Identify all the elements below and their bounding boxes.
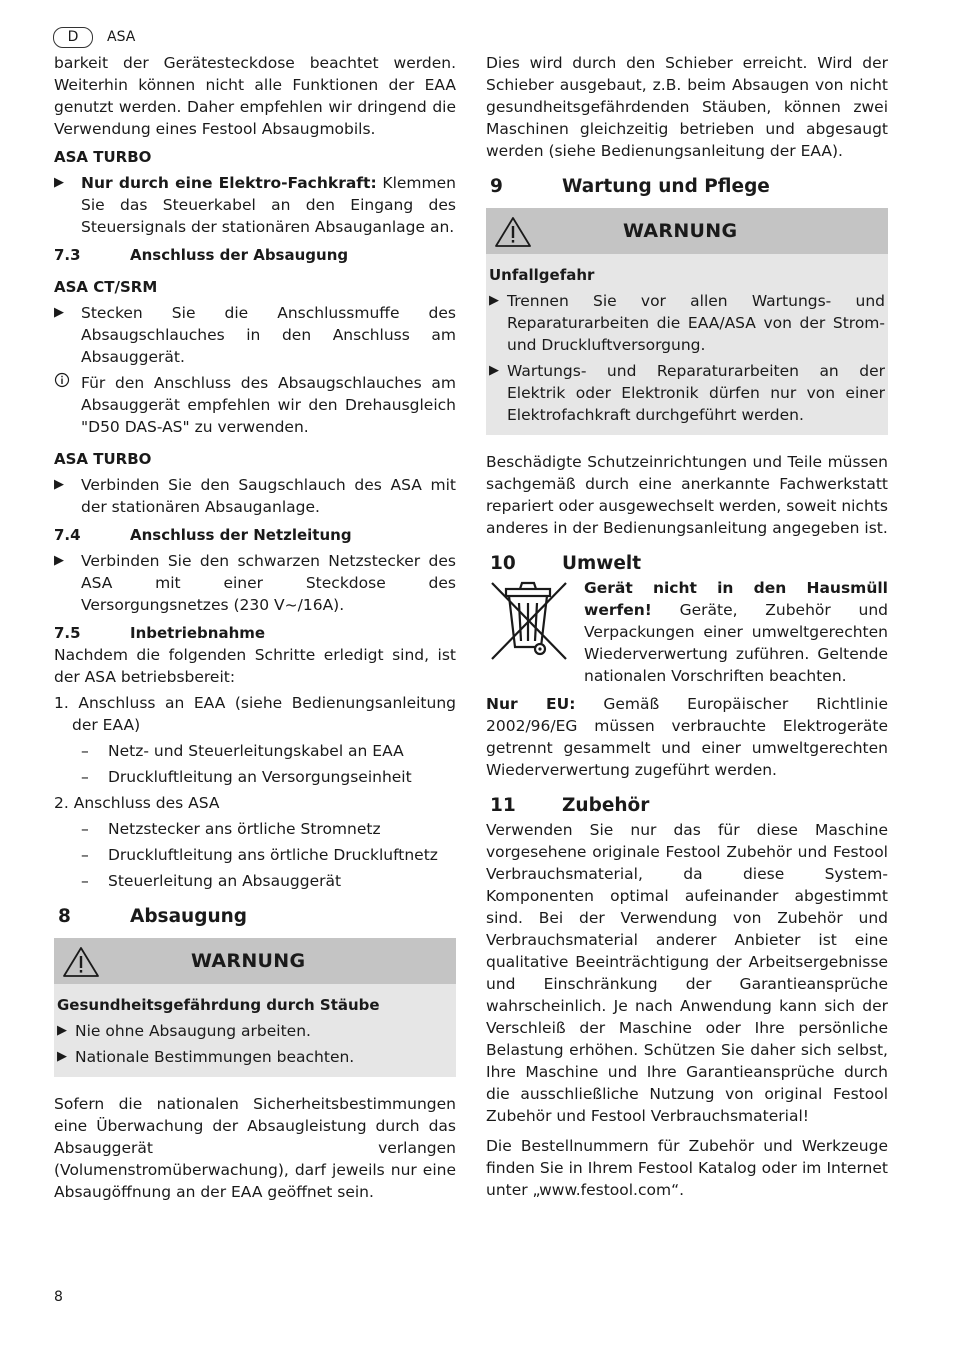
section-number: 10 [490, 553, 516, 574]
section-title: Anschluss der Absaugung [130, 246, 349, 264]
warning-box [54, 938, 456, 1077]
right-column [486, 52, 888, 1201]
warning-header [54, 938, 456, 984]
item-text: Trennen Sie vor allen Wartungs- und Reparaturarbeiten die EAA/ASA von der Strom- und Druckluftversorgung. [507, 292, 885, 354]
triangle-right-icon: ▶ [57, 1023, 67, 1038]
emphasis: Gerät nicht in den Hausmüll werfen! [584, 579, 888, 619]
section-heading [486, 553, 888, 575]
item-text: Steuerleitung an Absauggerät [108, 872, 342, 890]
warning-label: WARNUNG [623, 220, 738, 242]
info-note [54, 372, 456, 438]
item-text: Nie ohne Absaugung arbeiten. [75, 1022, 311, 1040]
paragraph: Die Bestellnummern für Zubehör und Werkzeuge finden Sie in Ihrem Festool Katalog oder im Internet unter „www.festool.com“. [486, 1137, 888, 1199]
section-number: 11 [490, 795, 516, 816]
info-icon [54, 372, 81, 438]
dash-item: – Druckluftleitung an Versorgungseinheit [54, 766, 456, 788]
item-text: Druckluftleitung ans örtliche Druckluftnetz [108, 846, 438, 864]
dash-item: – Netz- und Steuerleitungskabel an EAA [54, 740, 456, 762]
list-item [54, 474, 456, 518]
dash-item: – Steuerleitung an Absauggerät [54, 870, 456, 892]
section-number: 9 [490, 176, 503, 197]
section-heading [486, 795, 888, 817]
eu-text: Gemäß Europäischer Richtlinie 2002/96/EG müssen verbrauchte Elektrogeräte getrennt gesammelt und einer umweltgerechten Wiederverwertung zugeführt werden. [486, 695, 888, 779]
emphasis: Nur durch eine Elektro-Fachkraft: [81, 174, 377, 192]
section-heading [54, 906, 456, 928]
triangle-right-icon: ▶ [54, 477, 64, 492]
triangle-right-icon: ▶ [489, 293, 499, 308]
warning-box [486, 208, 888, 435]
paragraph: Beschädigte Schutzeinrichtungen und Teile müssen sachgemäß durch eine anerkannte Fachwerkstatt repariert oder ausgewechselt werden, soweit nichts anderes in der Bedienungsanleitung angegeben ist. [486, 453, 888, 537]
warning-label: WARNUNG [191, 950, 306, 972]
section-heading [54, 524, 456, 546]
triangle-right-icon: ▶ [54, 553, 64, 568]
section-title: Wartung und Pflege [562, 176, 770, 197]
ordered-item [54, 692, 456, 736]
section-heading [54, 244, 456, 266]
subheading: ASA TURBO [54, 148, 152, 166]
section-title: Anschluss der Netzleitung [130, 526, 352, 544]
paragraph: Sofern die nationalen Sicherheitsbestimmungen eine Überwachung der Absaugleistung durch das Absauggerät verlangen (Volumenstromüberwachung), darf jeweils nur eine Absaugöffnung an der EAA geöffnet sein. [54, 1095, 456, 1201]
left-column [54, 52, 456, 1203]
section-number: 8 [58, 906, 71, 927]
warning-title: Gesundheitsgefährdung durch Stäube [57, 996, 380, 1014]
paragraph: Dies wird durch den Schieber erreicht. Wird der Schieber ausgebaut, z.B. beim Absaugen von nicht gesundheitsgefährdenden Stäuben, können zwei Maschinen gleichzeitig betrieben und abgesaugt werden (siehe Bedienungsanleitung der EAA). [486, 54, 888, 160]
dash-item: – Druckluftleitung ans örtliche Druckluftnetz [54, 844, 456, 866]
ordered-item [54, 792, 456, 814]
paragraph: Verwenden Sie nur das für diese Maschine vorgesehene originale Festool Zubehör und Festool Verbrauchsmaterial, da diese System-Komponenten optimal aufeinander abgestimmt sind. Bei der Verwendung von Zubehör und Verbrauchsmaterial anderer Anbieter ist eine qualitative Beeinträchtigung der Arbeitsergebnisse und Einschränkung der Garantieansprüche wahrscheinlich. Je nach Anwendung kann sich der Verschleiß der Maschine oder Ihre persönliche Belastung erhöhen. Schützen Sie daher sich selbst, Ihre Maschine und Ihre Garantieansprüche durch die ausschließliche Nutzung von original Festool Zubehör und Festool Verbrauchsmaterial! [486, 821, 888, 1125]
page-number: 8 [54, 1289, 63, 1305]
item-text: Verbinden Sie den Saugschlauch des ASA mit der stationären Absauganlage. [81, 476, 456, 516]
warning-title: Unfallgefahr [489, 266, 595, 284]
environment-notice [486, 577, 888, 687]
item-text: Stecken Sie die Anschlussmuffe des Absaugschlauches in den Anschluss am Absauggerät. [81, 304, 456, 366]
list-item [489, 360, 885, 426]
step-text: 2. Anschluss des ASA [54, 794, 220, 812]
info-text: Für den Anschluss des Absaugschlauches am Absauggerät empfehlen wir den Drehausgleich "D50 DAS-AS" zu verwenden. [81, 374, 456, 436]
step-text: 1. Anschluss an EAA (siehe Bedienungsanleitung der EAA) [54, 694, 456, 734]
item-text: Nationale Bestimmungen beachten. [75, 1048, 355, 1066]
subheading: ASA TURBO [54, 450, 152, 468]
item-text: Klemmen Sie das Steuerkabel an den Eingang des Steuersignals der stationären Absauganlage an. [81, 174, 456, 236]
page-header [53, 26, 135, 48]
warning-triangle-icon [62, 946, 100, 978]
paragraph: Nachdem die folgenden Schritte erledigt sind, ist der ASA betriebsbereit: [54, 646, 456, 686]
list-item [57, 1046, 453, 1068]
section-title: Umwelt [562, 553, 642, 574]
triangle-right-icon: ▶ [54, 175, 64, 190]
language-badge: D [53, 27, 93, 48]
section-title: Zubehör [562, 795, 650, 816]
triangle-right-icon: ▶ [57, 1049, 67, 1064]
product-name: ASA [107, 29, 136, 45]
subheading: ASA CT/SRM [54, 278, 158, 296]
item-text: Wartungs- und Reparaturarbeiten an der Elektrik oder Elektronik dürfen nur von einer Elektrofachkraft durchgeführt werden. [507, 362, 885, 424]
dash-item: – Netzstecker ans örtliche Stromnetz [54, 818, 456, 840]
section-heading [486, 176, 888, 198]
list-item [54, 302, 456, 368]
item-text: Verbinden Sie den schwarzen Netzstecker des ASA mit einer Steckdose des Versorgungsnetzes (230 V~/16A). [81, 552, 456, 614]
list-item [489, 290, 885, 356]
item-text: Netz- und Steuerleitungskabel an EAA [108, 742, 404, 760]
section-number: 7.4 [54, 526, 81, 544]
item-text: Druckluftleitung an Versorgungseinheit [108, 768, 412, 786]
warning-header [486, 208, 888, 254]
warning-triangle-icon [494, 216, 532, 248]
triangle-right-icon: ▶ [489, 363, 499, 378]
notice-text: Geräte, Zubehör und Verpackungen einer umweltgerechten Wiederverwertung zuführen. Geltende nationalen Vorschriften beachten. [584, 601, 888, 685]
emphasis: Nur EU: [486, 695, 576, 713]
paragraph [486, 693, 888, 781]
section-title: Inbetriebnahme [130, 624, 266, 642]
list-item [54, 550, 456, 616]
section-number: 7.3 [54, 246, 81, 264]
section-heading [54, 622, 456, 644]
list-item [57, 1020, 453, 1042]
crossed-bin-icon [486, 577, 584, 687]
section-number: 7.5 [54, 624, 81, 642]
triangle-right-icon: ▶ [54, 305, 64, 320]
list-item [54, 172, 456, 238]
section-title: Absaugung [130, 906, 248, 927]
paragraph: barkeit der Gerätesteckdose beachtet werden. Weiterhin können nicht alle Funktionen der EAA genutzt werden. Daher empfehlen wir dringend die Verwendung eines Festool Absaugmobils. [54, 54, 456, 138]
item-text: Netzstecker ans örtliche Stromnetz [108, 820, 381, 838]
